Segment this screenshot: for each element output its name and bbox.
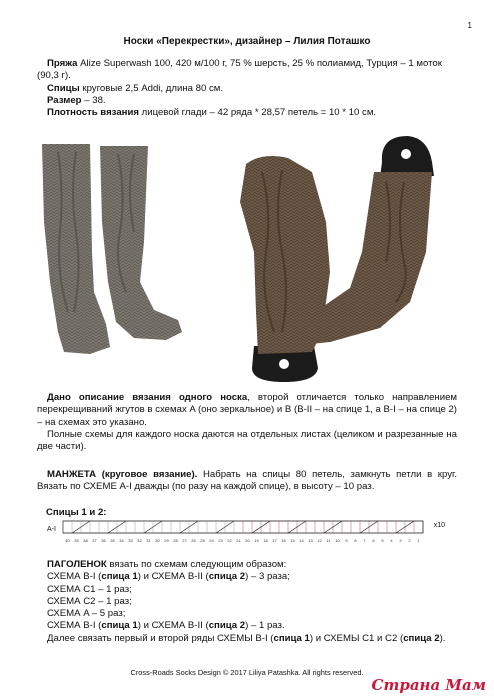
chart-stitch-number: 29 — [164, 538, 169, 543]
chart-stitch-number: 15 — [290, 538, 295, 543]
chart-stitch-number: 26 — [191, 538, 196, 543]
heel-intro-bold: ПАГОЛЕНОК — [47, 559, 107, 570]
chart-stitch-number: 21 — [236, 538, 241, 543]
chart-stitch-number: 7 — [363, 538, 366, 543]
chart-stitch-number: 19 — [254, 538, 259, 543]
heel-line-2: СХЕМА C1 – 1 раз; — [47, 583, 132, 595]
chart-stitch-number: 12 — [317, 538, 322, 543]
chart-stitch-number: 17 — [272, 538, 277, 543]
description-rest: , второй отличается только направлением перекрещиваний жгутов в схемах A (оно зеркальное) и B (B-II – на спице 1, а B-I – на спице 2) – на схемах это указано. — [37, 392, 457, 428]
chart-stitch-number: 32 — [137, 538, 142, 543]
chart-stitch-number: 31 — [146, 538, 151, 543]
chart-label: A-I — [47, 526, 56, 533]
chart-stitch-number: 8 — [354, 538, 357, 543]
chart-stitch-number: 13 — [308, 538, 313, 543]
heel-line-4: СХЕМА A – 5 раз; — [47, 608, 126, 620]
cuff-section — [37, 469, 457, 494]
chart-stitch-number: 14 — [299, 538, 304, 543]
heel-intro — [37, 559, 457, 571]
heel-line-5: СХЕМА B-I (спица 1) и СХЕМА B-II (спица 2) – 1 раз. — [47, 620, 285, 632]
cuff-heading: МАНЖЕТА (круговое вязание). — [47, 469, 198, 480]
chart-stitch-number: 23 — [218, 538, 223, 543]
page-number: 1 — [467, 21, 472, 30]
page-title: Носки «Перекрестки», дизайнер – Лилия Поташко — [123, 36, 371, 47]
socks-photos — [30, 132, 470, 382]
heel-intro-rest: вязать по схемам следующим образом: — [106, 559, 287, 570]
chart-stitch-number: 10 — [335, 538, 340, 543]
yarn-value: Alize Superwash 100, 420 м/100 г, 75 % шерсть, 25 % полиамид, Турция – 1 моток (90,3 г). — [37, 58, 442, 82]
socks-illustration — [30, 132, 470, 382]
chart-stitch-number: 37 — [92, 538, 97, 543]
chart-stitch-number: 4 — [390, 538, 393, 543]
needles-1-2-label: Спицы 1 и 2: — [46, 507, 107, 518]
chart-stitch-number: 30 — [155, 538, 160, 543]
description-bold: Дано описание вязания одного носка — [47, 392, 248, 403]
chart-stitch-number: 40 — [65, 538, 70, 543]
chart-stitch-number: 1 — [417, 538, 420, 543]
chart-stitch-number: 27 — [182, 538, 187, 543]
chart-stitch-number: 3 — [399, 538, 402, 543]
chart-repeat: x10 — [433, 522, 445, 529]
chart-stitch-number: 39 — [74, 538, 79, 543]
needles-line — [37, 83, 457, 95]
yarn-line — [37, 58, 457, 83]
description — [37, 392, 457, 453]
chart-stitch-number: 5 — [381, 538, 384, 543]
gauge-value: лицевой глади – 42 ряда * 28,57 петель = 10 * 10 см. — [138, 107, 377, 119]
needles-label: Спицы — [47, 82, 80, 94]
gauge-label: Плотность вязания — [47, 107, 139, 119]
chart-stitch-number: 22 — [227, 538, 232, 543]
specs-block — [37, 58, 457, 119]
chart-stitch-number: 38 — [83, 538, 88, 543]
heel-line-1: СХЕМА B-I (спица 1) и СХЕМА B-II (спица 2) – 3 раза; — [47, 571, 290, 583]
grey-sock-right — [100, 146, 182, 340]
description-p2: Полные схемы для каждого носка даются на отдельных листах (целиком и разрезанные на две части). — [37, 428, 457, 453]
chart-stitch-number: 16 — [281, 538, 286, 543]
chart-stitch-number: 35 — [110, 538, 115, 543]
watermark-logo: Страна Мам — [371, 676, 486, 694]
chart-a-i — [43, 519, 447, 549]
size-label: Размер — [47, 94, 82, 106]
chart-stitch-number: 2 — [408, 538, 411, 543]
chart-stitch-number: 11 — [326, 538, 331, 543]
yarn-label: Пряжа — [47, 58, 78, 69]
needles-value: круговые 2,5 Addi, длина 80 см. — [79, 82, 224, 94]
gauge-line — [37, 107, 457, 119]
chart-grid — [43, 519, 447, 549]
chart-stitch-number: 33 — [128, 538, 133, 543]
size-value: – 38. — [81, 94, 106, 106]
chart-stitch-number: 25 — [200, 538, 205, 543]
footer-copyright: Cross-Roads Socks Design © 2017 Liliya Patashka. All rights reserved. — [130, 668, 364, 677]
chart-stitch-number: 24 — [209, 538, 214, 543]
chart-stitch-number: 34 — [119, 538, 124, 543]
size-line — [37, 95, 457, 107]
heel-line-3: СХЕМА C2 – 1 раз; — [47, 595, 132, 607]
cuff-text: Набрать на спицы 80 петель, замкнуть петли в круг. Вязать по СХЕМЕ A-I дважды (по разу на каждой спице), в высоту – 10 раз. — [37, 469, 457, 493]
brown-sock-lower — [240, 156, 330, 354]
heel-final: Далее связать первый и второй ряды СХЕМЫ B-I (спица 1) и СХЕМЫ C1 и C2 (спица 2). — [47, 632, 446, 644]
chart-stitch-number: 28 — [173, 538, 178, 543]
description-p1 — [37, 392, 457, 429]
chart-stitch-number: 6 — [372, 538, 375, 543]
grey-sock-left — [42, 144, 110, 354]
chart-stitch-number: 36 — [101, 538, 106, 543]
chart-stitch-number: 20 — [245, 538, 250, 543]
chart-stitch-number: 18 — [263, 538, 268, 543]
chart-stitch-number: 9 — [345, 538, 348, 543]
heel-section — [37, 559, 457, 645]
